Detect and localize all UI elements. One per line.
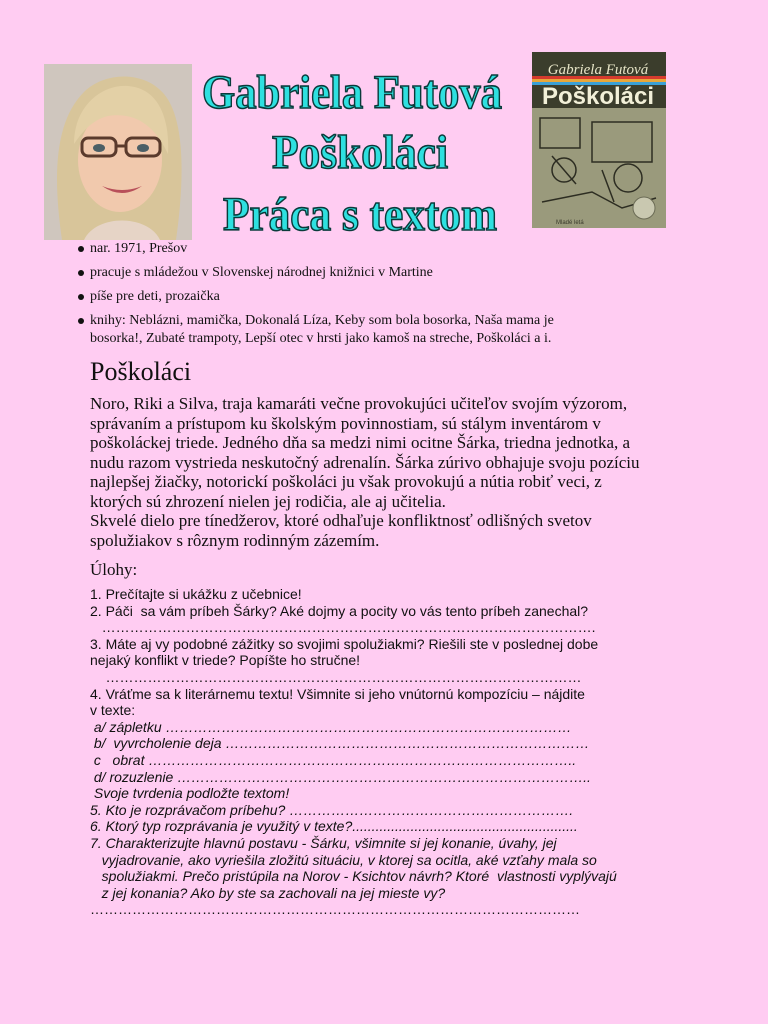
task-line: d/ rozuzlenie …………………………………………………………………………….. [90,768,591,785]
description-line: najlepšej žiačky, notorickí poškoláci ju však provokujú a nútia robiť veci, z [90,472,602,491]
author-photo [44,64,192,240]
answer-line: ………………………………………………………………………………………… [90,668,582,685]
task-line: 7. Charakterizujte hlavnú postavu - Šárku, všimnite si jej konanie, úvahy, jej [90,834,557,851]
task-line: nejaký konflikt v triede? Popíšte ho stručne! [90,652,361,669]
title-block [196,58,526,248]
description-line: nudu razom vystrieda neskutočný adrenalín. Šárka zúrivo obhajuje svoju pozíciu [90,452,640,472]
book-cover [532,52,666,228]
description-line: poškoláckej triede. Jedného dňa sa medzi nimi ocitne Šárka, triedna jednotka, a [90,433,631,452]
task-line: 1. Prečítajte si ukážku z učebnice! [90,586,302,602]
title-line-1: Gabriela Futová [202,66,503,119]
task-line: v texte: [90,702,136,719]
title-line-3: Práca s textom [223,188,498,241]
description-line: ktorých sú zhrození nielen jej rodičia, ale aj učitelia. [90,491,446,511]
description-line: Skvelé dielo pre tínedžerov, ktoré odhaľuje konfliktnosť odlišných svetov [90,511,592,530]
task-line: a/ zápletku …………………………………………………………………………… [90,718,572,735]
task-line: z jej konania? Ako by ste sa zachovali na jej mieste vy? [90,884,446,901]
cover-author: Gabriela Futová [547,62,649,78]
description-line: spolužiakov s rôznym rodinným zázemím. [90,530,380,550]
book-description [90,394,690,550]
section-title: Poškoláci [90,357,192,386]
task-line: 2. Páči sa vám príbeh Šárky? Aké dojmy a pocity vo vás tento príbeh zanechal? [90,602,589,619]
bio-item [90,312,670,348]
description-line: správaním a prístupom ku školským povinnostiam, sú stálym inventárom v [90,413,601,433]
bio-item: píše pre deti, prozaička [90,288,670,306]
answer-line: ……………………………………………………………………………………………. [90,619,596,636]
title-line-2: Poškoláci [272,126,448,179]
task-line: 4. Vráťme sa k literárnemu textu! Všimnite si jeho vnútornú kompozíciu – nájdite [90,685,585,702]
bio-item-line: bosorka!, Zubaté trampoty, Lepší otec v hrsti jako kamoš na streche, Poškoláci a i. [90,331,552,346]
author-portrait-image [44,64,192,240]
description-line: Noro, Riki a Silva, traja kamaráti večne provokujúci učiteľov svojím výzorom, [90,394,628,413]
bio-item: nar. 1971, Prešov [90,240,670,258]
bio-item: pracuje s mládežou v Slovenskej národnej knižnici v Martine [90,264,670,282]
cover-publisher: Mladé letá [556,220,584,226]
cover-title: Poškoláci [541,83,655,110]
answer-line: …………………………………………………………………………………………… [90,901,580,918]
bio-item-line: knihy: Neblázni, mamička, Dokonalá Líza, Keby som bola bosorka, Naša mama je [90,313,554,328]
task-line: 5. Kto je rozprávačom príbehu? ……………………………………………………. [90,801,574,818]
task-line: vyjadrovanie, ako vyriešila zložitú situáciu, v ktorej sa ocitla, aké vzťahy mala so [90,851,597,868]
book-cover-image [532,52,666,228]
author-bio-list [90,240,670,348]
tasks-heading: Úlohy: [90,560,138,579]
task-line: Svoje tvrdenia podložte textom! [90,785,290,802]
task-line: 6. Ktorý typ rozprávania je využitý v texte?.......................................................... [90,818,578,835]
title-graphic [196,58,526,248]
task-line: 3. Máte aj vy podobné zážitky so svojimi spolužiakmi? Riešili ste v poslednej dobe [90,635,599,652]
task-line: spolužiakmi. Prečo pristúpila na Norov - Ksichtov návrh? Ktoré vlastnosti vyplývajú [90,868,617,885]
task-line: c obrat ……………………………………………………………………………….. [90,751,577,768]
tasks-list [90,586,690,918]
task-line: b/ vyvrcholenie deja …………………………………………………………………… [90,735,590,752]
